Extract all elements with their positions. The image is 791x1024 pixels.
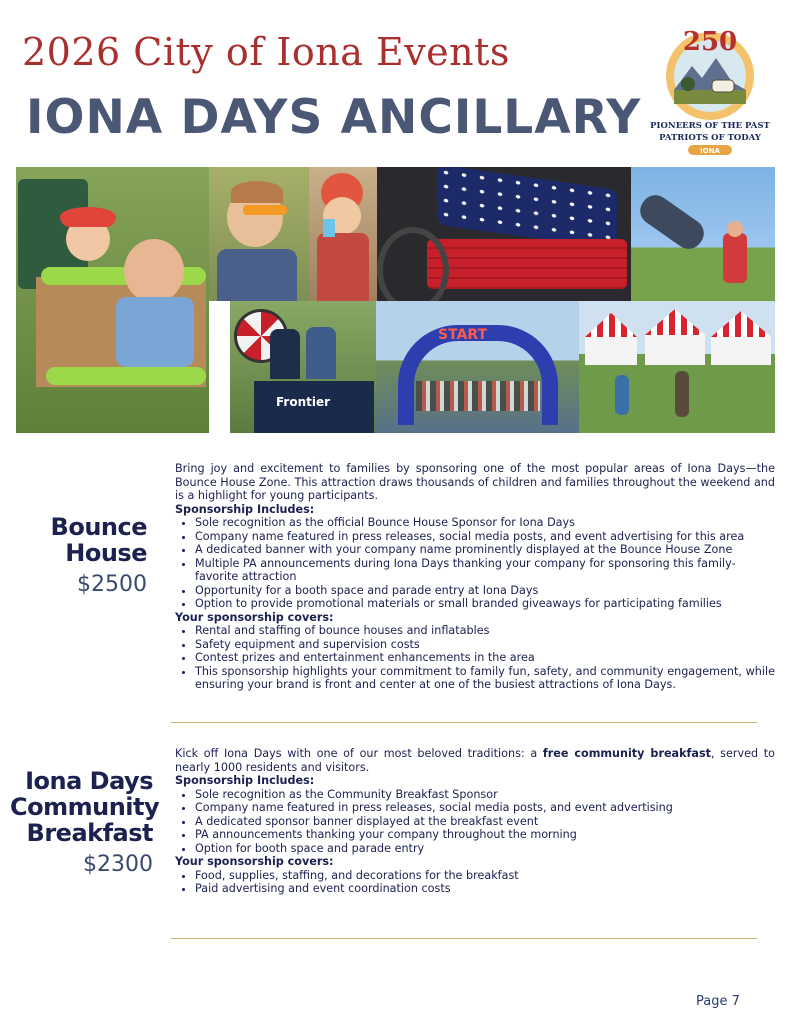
intro-text: Kick off Iona Days with one of our most beloved traditions: a [175, 747, 543, 760]
photo-kids-wagon [16, 167, 209, 433]
includes-list [175, 516, 775, 611]
list-item: • Sole recognition as the official Bounce House Sponsor for Iona Days [195, 516, 775, 530]
list-item: • Contest prizes and entertainment enhancements in the area [195, 651, 775, 665]
section-body-community-breakfast [175, 747, 775, 896]
list-item: • Food, supplies, staffing, and decorations for the breakfast [195, 869, 775, 883]
list-item: • Option to provide promotional materials or small branded giveaways for participating families [195, 597, 775, 611]
intro-bold-text: free community breakfast [542, 747, 711, 760]
covers-list [175, 869, 775, 896]
logo-number: 250 [682, 28, 738, 57]
page-number: Page 7 [696, 994, 740, 1009]
list-item: • A dedicated sponsor banner displayed at the breakfast event [195, 815, 775, 829]
logo-line2: PATRIOTS OF TODAY [659, 133, 761, 143]
section-intro [175, 747, 775, 774]
price-community-breakfast: $2300 [83, 852, 153, 877]
list-item: • Sole recognition as the Community Breakfast Sponsor [195, 788, 775, 802]
arch-start-text: START [438, 327, 488, 343]
logo-city: IONA [700, 147, 720, 155]
covers-list [175, 624, 775, 692]
price-bounce-house: $2500 [77, 572, 147, 597]
list-item: • Company name featured in press releases, social media posts, and event advertising [195, 801, 775, 815]
section-body-bounce-house [175, 462, 775, 692]
photo-kid-helmet [309, 167, 377, 301]
logo-line1: PIONEERS OF THE PAST [650, 121, 770, 131]
frontier-sign-text: Frontier [276, 395, 331, 409]
photo-collage [16, 167, 775, 433]
list-item: • Opportunity for a booth space and parade entry at Iona Days [195, 584, 775, 598]
iona-250-logo [650, 28, 770, 160]
list-item: • A dedicated banner with your company name prominently displayed at the Bounce House Zone [195, 543, 775, 557]
section-divider [171, 938, 757, 939]
list-item: • Multiple PA announcements during Iona Days thanking your company for sponsoring this family-favorite attraction [195, 557, 775, 584]
photo-carnival-tents [579, 301, 775, 433]
intro-text: , served to nearly 1000 residents and visitors. [175, 747, 775, 774]
section-title-line: Breakfast [26, 819, 153, 847]
section-title-line: Iona Days [25, 767, 153, 795]
photo-race-start [376, 301, 579, 433]
section-divider [171, 722, 757, 723]
photo-truck-seat [377, 167, 631, 301]
section-title-line: Community [10, 793, 160, 821]
covers-label: Your sponsorship covers: [175, 610, 334, 624]
section-title-line: Bounce [50, 513, 147, 541]
list-item: • PA announcements thanking your company throughout the morning [195, 828, 775, 842]
list-item: • Safety equipment and supervision costs [195, 638, 775, 652]
section-title-bounce-house [20, 514, 147, 566]
list-item: • Company name featured in press releases, social media posts, and event advertising for this area [195, 530, 775, 544]
list-item: • Option for booth space and parade entry [195, 842, 775, 856]
includes-label: Sponsorship Includes: [175, 502, 315, 516]
page-title-line2: IONA DAYS ANCILLARY [26, 90, 642, 145]
section-intro: Bring joy and excitement to families by sponsoring one of the most popular areas of Iona Days—the Bounce House Zone. This attraction draws thousands of children and families throughout the weekend and is a highlight for young participants. [175, 462, 775, 502]
list-item: • Paid advertising and event coordination costs [195, 882, 775, 896]
list-item: • This sponsorship highlights your commitment to family fun, safety, and community engagement, while ensuring your brand is front and center at one of the busiest attractions of Iona Days. [195, 665, 775, 692]
covers-label: Your sponsorship covers: [175, 855, 334, 868]
photo-kid-party-glasses [209, 167, 309, 301]
section-title-community-breakfast [10, 767, 160, 847]
includes-label: Sponsorship Includes: [175, 774, 315, 787]
section-title-line: House [65, 539, 147, 567]
photo-frontier-booth [230, 301, 376, 433]
photo-cannon [631, 167, 775, 301]
page-title-line1: 2026 City of Iona Events [22, 30, 510, 74]
includes-list [175, 788, 775, 856]
list-item: • Rental and staffing of bounce houses and inflatables [195, 624, 775, 638]
